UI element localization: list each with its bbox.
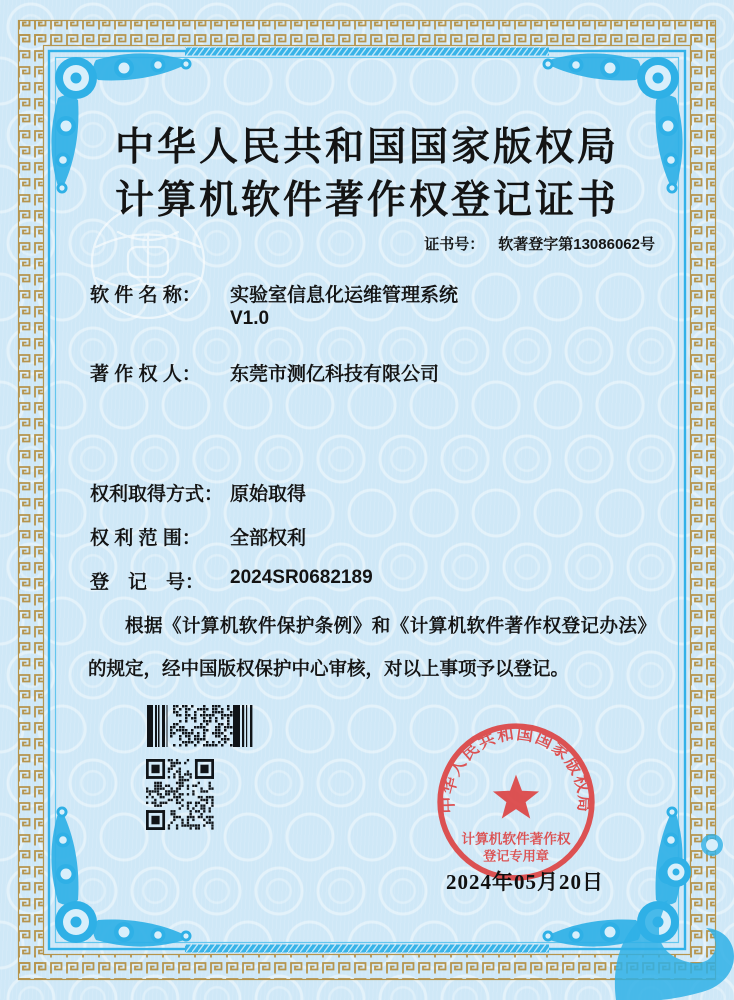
official-seal (430, 716, 602, 888)
field-registration-number (90, 567, 664, 594)
registration-statement: 根据《计算机软件保护条例》和《计算机软件著作权登记办法》的规定，经中国版权保护中心审核，对以上事项予以登记。 (88, 615, 656, 679)
field-copyright-owner (90, 359, 664, 386)
field-acquisition-method (90, 479, 664, 506)
certificate-number-label: 证书号： (424, 236, 485, 253)
field-value: 全部权利 (230, 528, 307, 549)
field-value: 东莞市测亿科技有限公司 (230, 364, 440, 385)
seal-text-line1: 计算机软件著作权 (461, 831, 571, 847)
field-label: 软 件 名 称： (90, 285, 201, 306)
field-software-name (90, 280, 664, 329)
field-label: 登 记 号： (90, 572, 205, 593)
certificate-title-line1: 中华人民共和国国家版权局 (114, 126, 619, 169)
certificate-title-line2: 计算机软件著作权登记证书 (114, 179, 619, 222)
seal-text-line2: 登记专用章 (483, 848, 549, 864)
seal-star-icon (493, 775, 539, 819)
certificate-number (424, 233, 655, 254)
field-value: 原始取得 (230, 484, 307, 505)
field-label: 著 作 权 人： (90, 364, 201, 385)
seal-arc-text: 中华人民共和国国家版权局 (438, 723, 594, 814)
barcode (147, 705, 255, 747)
field-label: 权 利 范 围： (90, 528, 201, 549)
field-value-version: V1.0 (230, 308, 270, 329)
certificate-number-value: 软著登字第13086062号 (498, 236, 655, 253)
field-rights-scope (90, 523, 664, 550)
field-value: 2024SR0682189 (230, 567, 373, 588)
field-label: 权利取得方式： (90, 484, 224, 505)
qr-code (146, 759, 214, 830)
field-value: 实验室信息化运维管理系统 (230, 285, 459, 306)
issue-date: 2024年05月20日 (446, 870, 604, 894)
